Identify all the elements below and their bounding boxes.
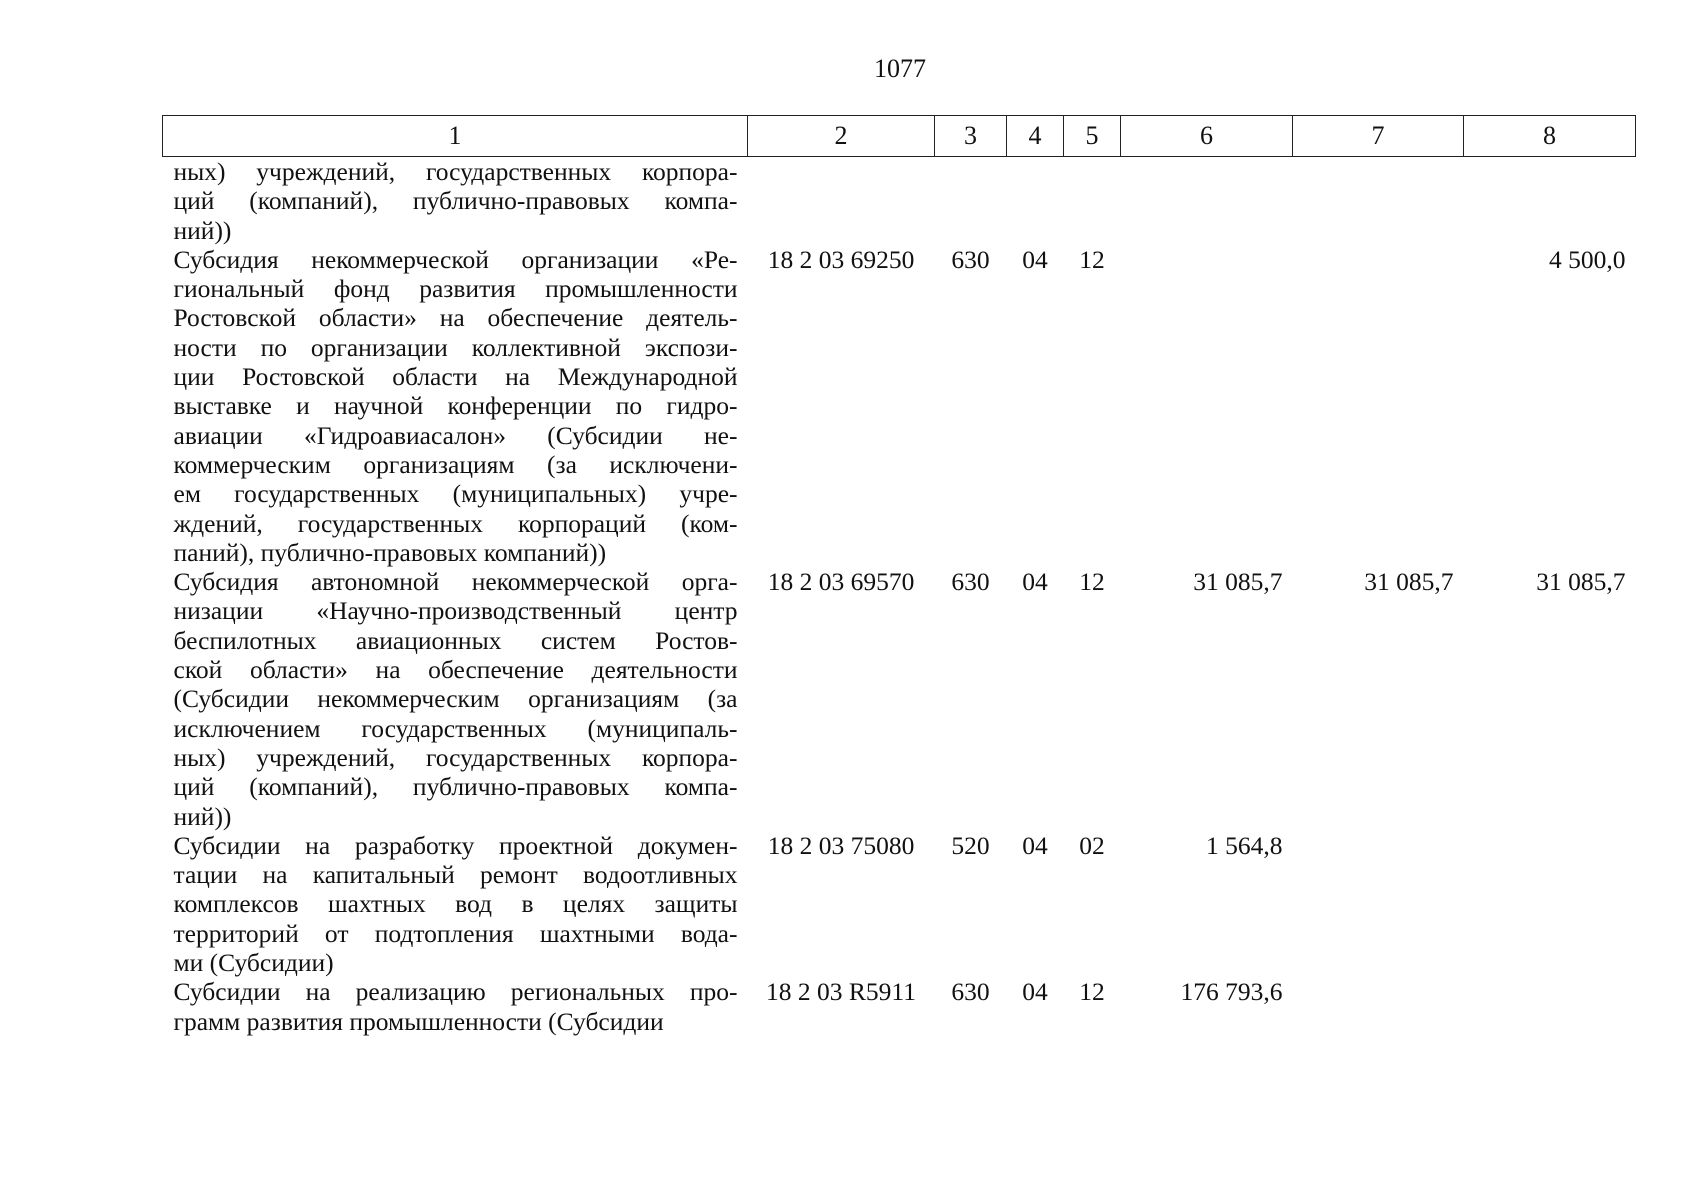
expense-type (935, 157, 1007, 245)
row-description (163, 977, 748, 1036)
row-description (163, 157, 748, 245)
description-line: ем государственных (муниципальных) учре- (173, 479, 738, 509)
column-header-4: 4 (1007, 116, 1064, 157)
column-header-6: 6 (1121, 116, 1293, 157)
description-line: ской области» на обеспечение деятельности (173, 655, 738, 685)
description-line: гиональный фонд развития промышленности (173, 274, 738, 304)
section: 04 (1022, 244, 1048, 274)
section: 04 (1022, 830, 1048, 860)
table-row (163, 831, 1636, 977)
row-description (163, 245, 748, 567)
amount-col-7: 31 085,7 (1364, 567, 1454, 597)
target-code: 18 2 03 69570 (767, 567, 915, 597)
description-line: территорий от подтопления шахтными вода- (173, 918, 738, 948)
description-line: Ростовской области» на обеспечение деятель- (173, 303, 738, 333)
table-row (163, 977, 1636, 1036)
target-code (748, 157, 935, 245)
description-line: Субсидии на разработку проектной докумен- (173, 830, 738, 860)
description-line: исключением государственных (муниципаль- (173, 713, 738, 743)
description-line: коммерческим организациям (за исключени- (173, 449, 738, 479)
amount-col-6: 31 085,7 (1193, 567, 1283, 597)
description-line: ности по организации коллективной экспози- (173, 332, 738, 362)
amount-col-8 (1464, 831, 1636, 977)
amount-col-8: 31 085,7 (1536, 567, 1626, 597)
page-number: 1077 (874, 54, 926, 83)
description-line: ний)) (173, 801, 232, 831)
description-line: грамм развития промышленности (Субсидии (173, 1006, 664, 1036)
table-row (163, 157, 1636, 245)
expense-type: 520 (951, 830, 990, 860)
description-line: комплексов шахтных вод в целях защиты (173, 889, 738, 919)
target-code: 18 2 03 75080 (767, 830, 915, 860)
description-line: ции Ростовской области на Международной (173, 362, 738, 392)
row-description (163, 831, 748, 977)
column-header-2: 2 (748, 116, 935, 157)
amount-col-7 (1293, 831, 1464, 977)
table-row (163, 245, 1636, 567)
amount-col-7 (1293, 977, 1464, 1036)
amount-col-7 (1293, 245, 1464, 567)
amount-col-8 (1464, 977, 1636, 1036)
amount-col-6 (1121, 245, 1293, 567)
amount-col-8 (1464, 157, 1636, 245)
section (1007, 157, 1064, 245)
amount-col-6: 176 793,6 (1180, 977, 1283, 1007)
amount-col-8: 4 500,0 (1549, 244, 1626, 274)
row-description (163, 567, 748, 831)
column-header-1: 1 (163, 116, 748, 157)
column-header-8: 8 (1464, 116, 1636, 157)
target-code: 18 2 03 R5911 (766, 977, 916, 1007)
subsection: 12 (1079, 244, 1105, 274)
description-line: авиации «Гидроавиасалон» (Субсидии не- (173, 420, 738, 450)
description-line: тации на капитальный ремонт водоотливных (173, 860, 738, 890)
description-line: ми (Субсидии) (173, 948, 334, 978)
budget-table (162, 115, 1636, 1036)
description-line: низации «Научно-производственный центр (173, 596, 738, 626)
column-header-5: 5 (1064, 116, 1121, 157)
subsection: 12 (1079, 977, 1105, 1007)
description-line: ций (компаний), публично-правовых компа- (173, 772, 738, 802)
description-line: ных) учреждений, государственных корпора- (173, 157, 738, 186)
description-line: паний), публично-правовых компаний)) (173, 537, 607, 567)
description-line: (Субсидии некоммерческим организациям (за (173, 684, 738, 714)
table-header-row (163, 116, 1636, 157)
description-line: Субсидии на реализацию региональных про- (173, 977, 738, 1007)
subsection: 02 (1079, 830, 1105, 860)
table-body (163, 157, 1636, 1036)
column-header-7: 7 (1293, 116, 1464, 157)
subsection: 12 (1079, 567, 1105, 597)
amount-col-7 (1293, 157, 1464, 245)
expense-type: 630 (951, 977, 990, 1007)
section: 04 (1022, 567, 1048, 597)
description-line: выставке и научной конференции по гидро- (173, 391, 738, 421)
target-code: 18 2 03 69250 (767, 244, 915, 274)
description-line: ций (компаний), публично-правовых компа- (173, 186, 738, 216)
expense-type: 630 (951, 567, 990, 597)
amount-col-6: 1 564,8 (1206, 830, 1283, 860)
description-line: ждений, государственных корпораций (ком- (173, 508, 738, 538)
description-line: Субсидия автономной некоммерческой орга- (173, 567, 738, 597)
section: 04 (1022, 977, 1048, 1007)
subsection (1064, 157, 1121, 245)
expense-type: 630 (951, 244, 990, 274)
description-line: ных) учреждений, государственных корпора- (173, 742, 738, 772)
description-line: ний)) (173, 215, 232, 245)
table-row (163, 567, 1636, 831)
description-line: Субсидия некоммерческой организации «Ре- (173, 244, 738, 274)
column-header-3: 3 (935, 116, 1007, 157)
description-line: беспилотных авиационных систем Ростов- (173, 625, 738, 655)
amount-col-6 (1121, 157, 1293, 245)
